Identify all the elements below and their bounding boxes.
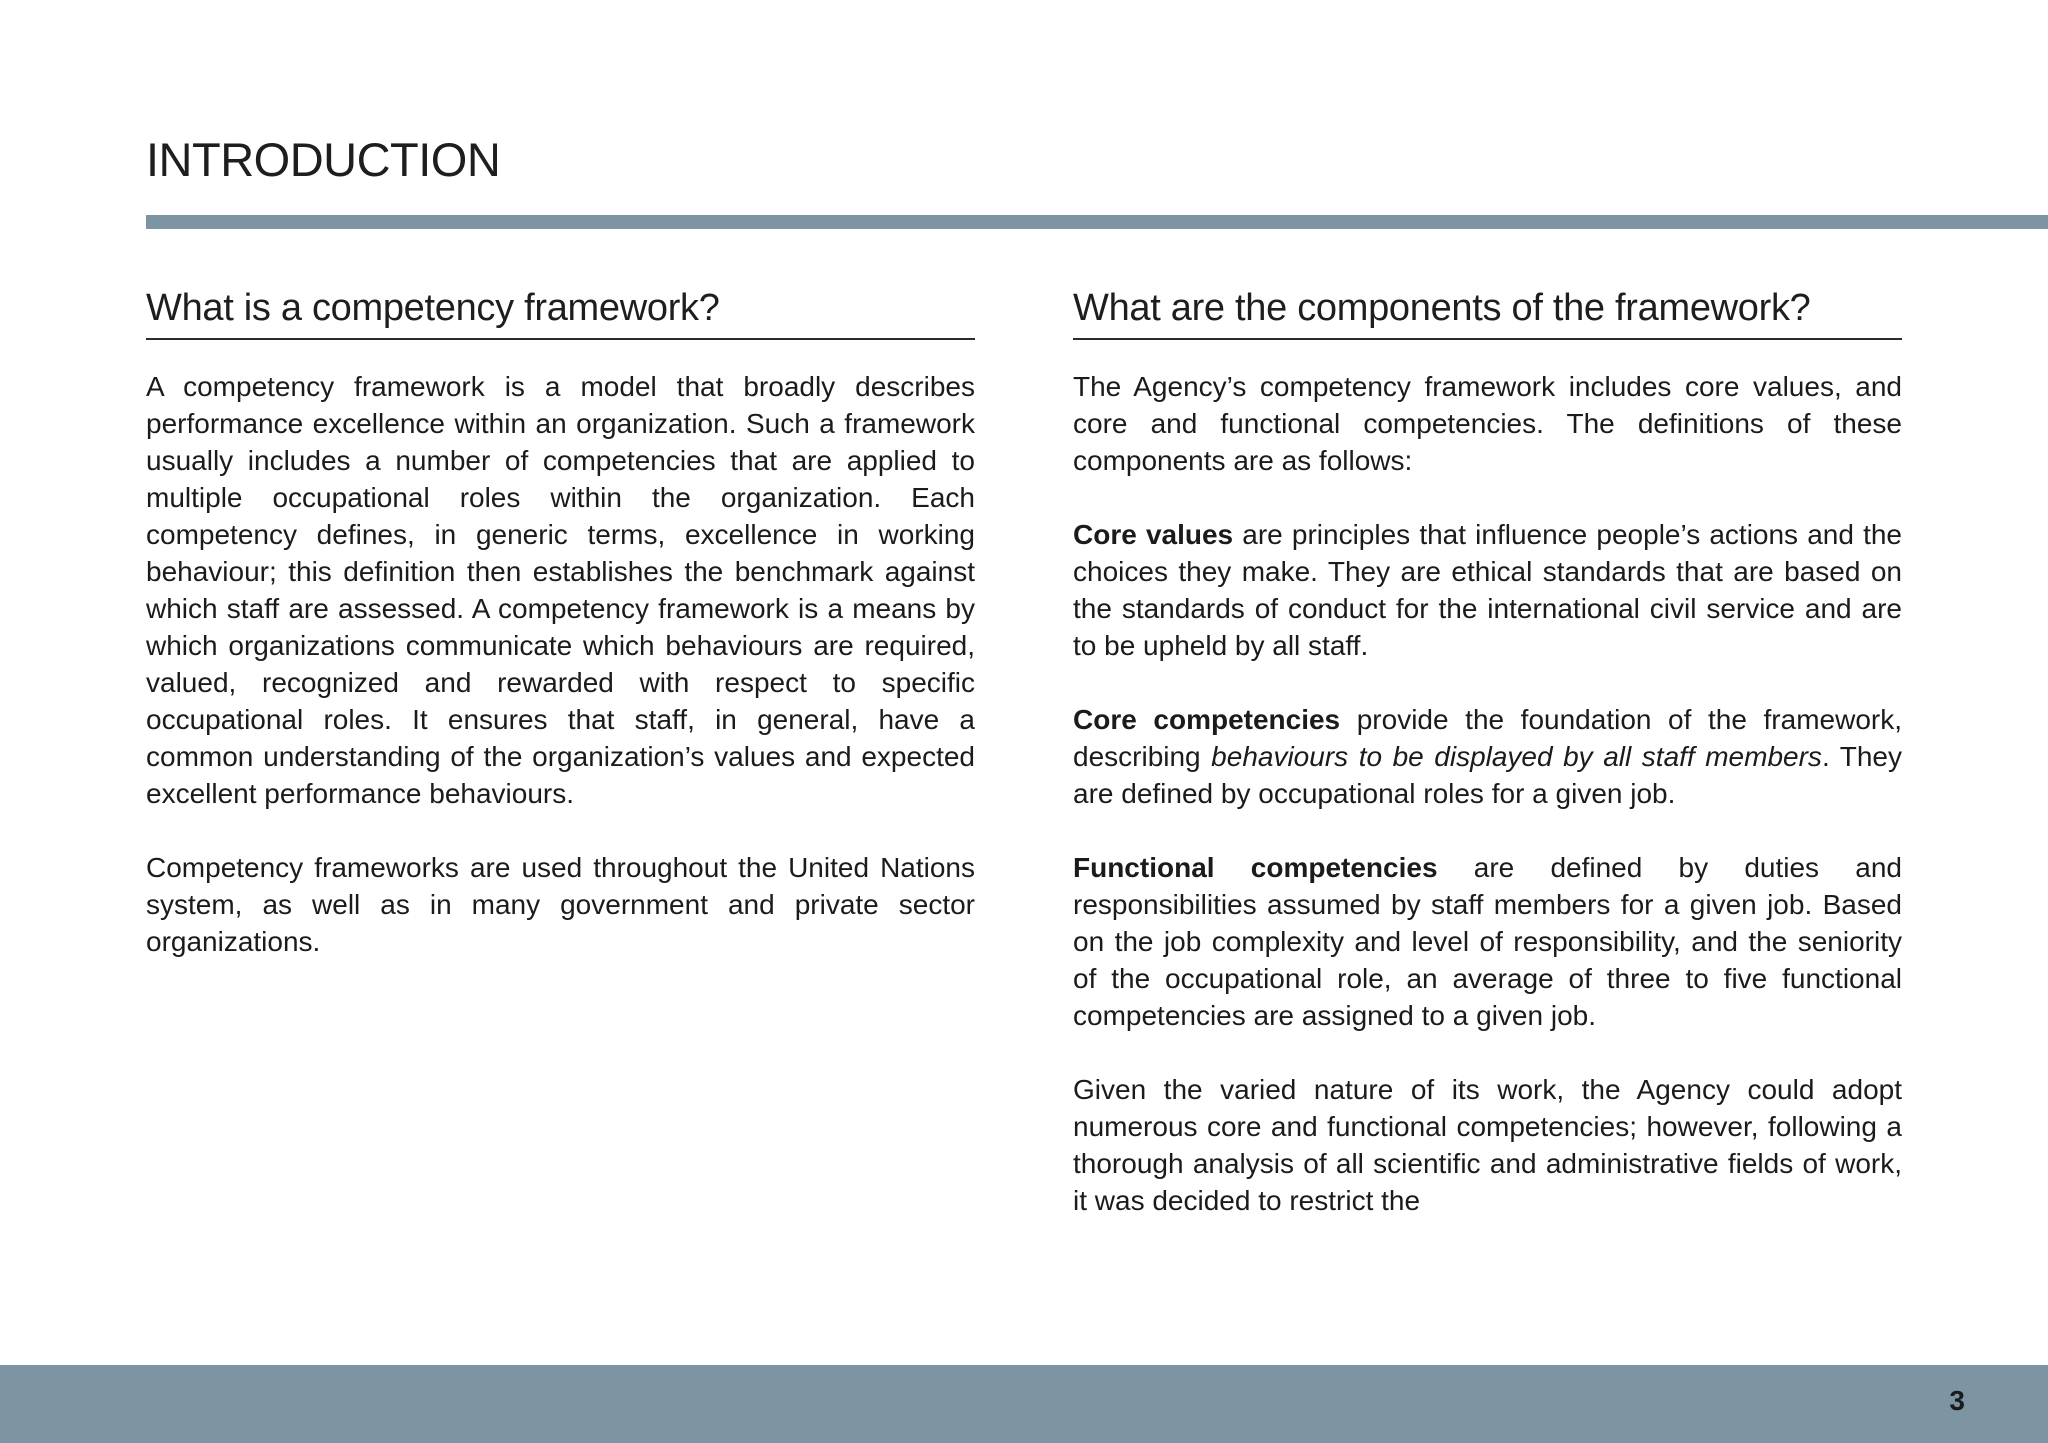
title-divider xyxy=(146,215,2048,229)
paragraph-functional-competencies xyxy=(1073,849,1902,1034)
section-heading-components: What are the components of the framework? xyxy=(1073,286,1902,340)
left-column xyxy=(146,286,975,997)
paragraph-closing: Given the varied nature of its work, the Agency could adopt numerous core and functional competencies; however, following a thorough analysis of all scientific and administrative fields of work, it was decided to restrict the xyxy=(1073,1073,1902,1216)
page-title: INTRODUCTION xyxy=(146,133,501,186)
footer-band xyxy=(0,1365,2048,1443)
paragraph-usage: Competency frameworks are used throughout the United Nations system, as well as in many government and private sector organizations. xyxy=(146,851,975,957)
paragraph-definition: A competency framework is a model that broadly describes performance excellence within an organization. Such a framework usually includes a number of competencies that are applied to multiple occupational roles within the organization. Each competency defines, in generic terms, excellence in working behaviour; this definition then establishes the benchmark against which staff are assessed. A competency framework is a means by which organizations communicate which behaviours are required, valued, recognized and rewarded with respect to specific occupational roles. It ensures that staff, in general, have a common understanding of the organization’s values and expected excellent performance behaviours. xyxy=(146,370,975,809)
paragraph-components-intro: The Agency’s competency framework includes core values, and core and functional competencies. The definitions of these components are as follows: xyxy=(1073,370,1902,476)
page-number: 3 xyxy=(1949,1385,1965,1416)
right-column xyxy=(1073,286,1902,1256)
paragraph-core-values xyxy=(1073,516,1902,664)
term-functional-competencies: Functional competencies xyxy=(1073,851,1438,883)
core-values-text: are principles that influence people’s actions and the choices they make. They are ethical standards that are based on the standards of conduct for the international civil service and are to be upheld by all staff. xyxy=(1073,518,1903,661)
term-core-values: Core values xyxy=(1073,518,1234,550)
core-competencies-text-after: . They are defined by occupational roles for a given job. xyxy=(1073,740,1903,809)
left-body xyxy=(146,368,975,960)
right-body xyxy=(1073,368,1902,1219)
functional-competencies-text: are defined by duties and responsibilities assumed by staff members for a given job. Based on the job complexity and level of responsibility, and the seniority of the occupational role, an average of three to five functional competencies are assigned to a given job. xyxy=(1073,851,1903,1031)
section-heading-what-is: What is a competency framework? xyxy=(146,286,975,340)
core-competencies-text-before: provide the foundation of the framework, describing xyxy=(1073,703,1902,772)
term-core-competencies: Core competencies xyxy=(1073,703,1341,735)
paragraph-core-competencies xyxy=(1073,701,1902,812)
core-competencies-emphasis: behaviours to be displayed by all staff members xyxy=(1211,740,1822,772)
